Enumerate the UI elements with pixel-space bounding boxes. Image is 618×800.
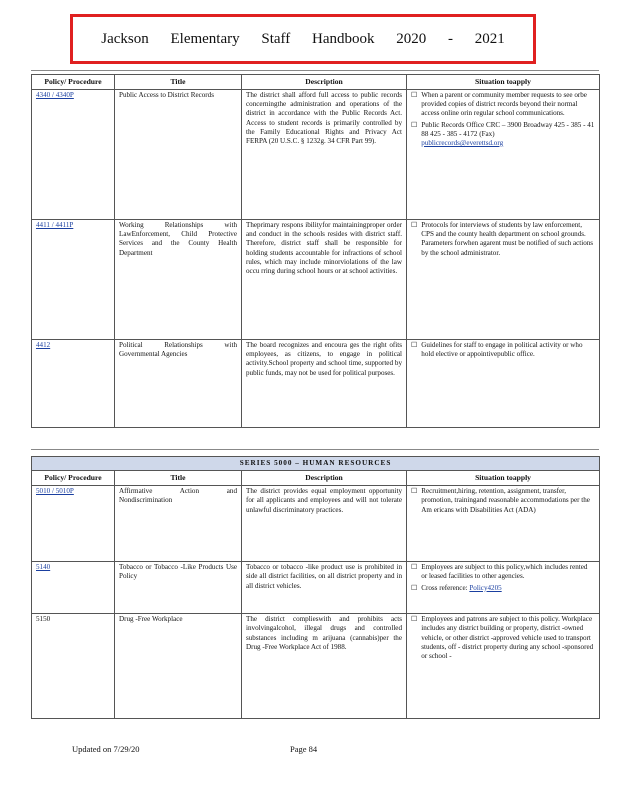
table-header-row [32,75,600,90]
row-description: The board recognizes and encoura ges the right ofits employees, as citizens, to engage in political activity.School property and school time, supported by public funds, may not be used for political purposes. [242,339,407,427]
bullet-box-icon: ☐ [411,340,418,349]
cross-reference-link[interactable]: Policy4205 [469,583,502,592]
col-header-description: Description [242,75,407,90]
row-description: The district provides equal employment opportunity for all applicants and employees and will not tolerate unlawful discriminatory practices. [242,486,407,562]
series-header-row [32,457,600,471]
row-title: Drug -Free Workplace [115,614,242,719]
policy-link[interactable]: 5140 [36,563,51,572]
row-title: Working Relationships with LawEnforcement, Child Protective Services and the County Health Department [115,219,242,339]
col-header-policy: Policy/ Procedure [32,471,115,486]
row-title: Political Relationships with Governmental Agencies [115,339,242,427]
email-link[interactable]: publicrecords@everettsd.org [421,138,504,147]
row-description: Tobacco or tobacco -like product use is prohibited in side all district facilities, on all district property and in all district vehicles. [242,562,407,614]
bullet-box-icon: ☐ [411,120,418,129]
col-header-situation: Situation toapply [407,75,600,90]
col-header-policy: Policy/ Procedure [32,75,115,90]
cross-reference-label: Cross reference: [421,583,468,592]
situation-item [411,584,595,593]
bullet-box-icon: ☐ [411,583,418,592]
series-heading: SERIES 5000 – HUMAN RESOURCES [32,457,600,471]
col-header-title: Title [115,471,242,486]
row-title: Tobacco or Tobacco -Like Products Use Policy [115,562,242,614]
col-header-situation: Situation toapply [407,471,600,486]
situation-item: ☐ Public Records Office CRC – 3900 Broadway 425 - 385 - 41 88 425 - 385 - 4172 (Fax) publicrecords@everettsd.org [411,120,595,147]
table-row [32,339,600,427]
situation-item: ☐ Protocols for interviews of students by law enforcement, CPS and the county health department on school grounds. Parameters forwhen agarent must be notified of such actions by the school administrator. [411,220,594,257]
situation-item: ☐ Recruitment,hiring, retention, assignment, transfer, promotion, trainingand reasonable accommodations per the Am ericans with Disabilities Act (ADA) [411,487,590,514]
policy-link[interactable]: 4412 [36,340,51,349]
policy-number: 5150 [36,615,51,624]
situation-item: ☐ When a parent or community member requests to see orbe provided copies of district records beyond their normal access online orin regular school communications. [411,90,587,118]
bullet-box-icon: ☐ [411,487,418,496]
policy-table-2 [31,456,600,719]
policy-link[interactable]: 4411 / 4411P [36,220,74,229]
footer-updated: Updated on 7/29/20 [72,744,140,754]
situation-item: ☐ Employees and patrons are subject to this policy. Workplace includes any district building or property, district -owned vehicle, or other district -approved vehicle used to transport students, off - district property during any school -sponsored or school - [411,615,594,661]
bullet-box-icon: ☐ [411,615,418,624]
policy-table-1 [31,74,600,428]
situation-item: ☐ Guidelines for staff to engage in political activity or who hold elective or appointivepublic office. [411,340,583,359]
row-description: The district complieswith and prohibits acts involvingalcohol, illegal drugs and controlled substances including m arijuana (cannabis)per the Drug -Free Workplace Act of 1988. [242,614,407,719]
bullet-box-icon: ☐ [411,90,418,99]
bullet-box-icon: ☐ [411,220,418,229]
handbook-title-box [70,14,536,64]
footer-page-number: Page 84 [290,744,318,754]
table-row [32,562,600,614]
table-header-row [32,471,600,486]
bullet-box-icon: ☐ [411,563,418,572]
row-description: Theprimary respons ibilityfor maintainingproper order and conduct in the schools resides with district staff. Therefore, district staff shall be responsible for holding students accountable for infractions of school rules, which may include minorviolations of the law occu rring during school hours or at school activities. [242,219,407,339]
row-description: The district shall afford full access to public records concerningthe administration and operations of the district in accordance with the Public Records Act. Access to student records is primarily controlled by the Family Educational Rights and Privacy Act FERPA (20 U.S.C. § 1232g. 34 CFR Part 99). [242,89,407,219]
row-title: Affirmative Action and Nondiscrimination [115,486,242,562]
policy-link[interactable]: 4340 / 4340P [36,90,74,99]
table-row [32,89,600,219]
divider-top [31,70,599,71]
col-header-title: Title [115,75,242,90]
handbook-title: Jackson Elementary Staff Handbook 2020 - 2021 [101,30,505,47]
table-row [32,219,600,339]
col-header-description: Description [242,471,407,486]
table-row [32,486,600,562]
row-title: Public Access to District Records [115,89,242,219]
table-row [32,614,600,719]
policy-link[interactable]: 5010 / 5010P [36,487,74,496]
divider-middle [31,449,599,450]
situation-item: ☐ Employees are subject to this policy,which includes rented or leased facilities to other agencies. [411,563,588,581]
